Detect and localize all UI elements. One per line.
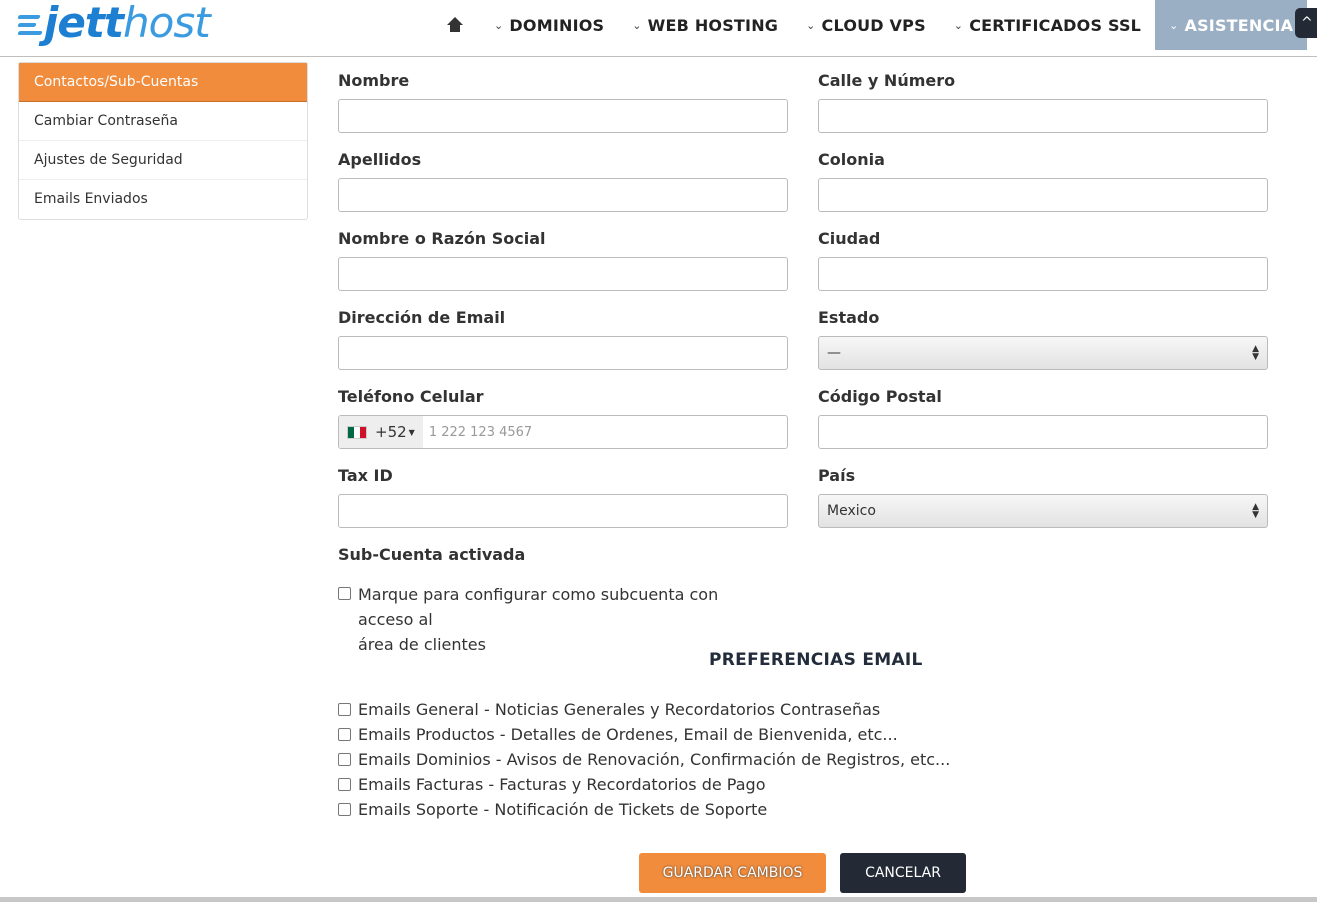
email-pref-soporte-label: Emails Soporte - Notificación de Tickets de Soporte <box>358 800 768 819</box>
codigo-postal-input[interactable] <box>818 415 1268 449</box>
nav-asistencia[interactable]: ⌄ ASISTENCIA <box>1155 0 1307 50</box>
tax-id-label: Tax ID <box>338 466 393 485</box>
estado-select[interactable] <box>818 336 1268 370</box>
pais-select[interactable] <box>818 494 1268 528</box>
nav-cloud-vps[interactable]: ⌄ CLOUD VPS <box>806 15 926 35</box>
email-pref-facturas[interactable] <box>338 775 765 794</box>
country-code-value: +52 <box>375 423 407 441</box>
pais-label: País <box>818 466 856 485</box>
email-pref-general[interactable] <box>338 700 880 719</box>
chevron-down-icon: ⌄ <box>1169 18 1179 32</box>
pais-selected-value: Mexico <box>827 503 876 519</box>
sidebar-item-contactos[interactable]: Contactos/Sub-Cuentas <box>19 63 307 102</box>
calle-input[interactable] <box>818 99 1268 133</box>
estado-label: Estado <box>818 308 880 327</box>
codigo-postal-label: Código Postal <box>818 387 942 406</box>
email-pref-dominios-label: Emails Dominios - Avisos de Renovación, Confirmación de Registros, etc... <box>358 750 951 769</box>
estado-selected-value: — <box>827 345 841 361</box>
chevron-up-icon: ^ <box>1301 15 1313 31</box>
telefono-input[interactable]: 1 222 123 4567 <box>428 424 533 440</box>
email-input[interactable] <box>338 336 788 370</box>
chevron-down-icon: ⌄ <box>953 18 964 32</box>
nav-certificados-ssl[interactable]: ⌄ CERTIFICADOS SSL <box>953 15 1142 35</box>
email-pref-soporte-checkbox[interactable] <box>338 803 351 816</box>
cancel-button[interactable]: CANCELAR <box>840 853 966 893</box>
sidebar-item-emails-enviados[interactable]: Emails Enviados <box>34 191 148 207</box>
telefono-field <box>338 415 788 449</box>
email-pref-soporte[interactable] <box>338 800 767 819</box>
telefono-label: Teléfono Celular <box>338 387 484 406</box>
email-pref-dominios[interactable] <box>338 750 950 769</box>
email-preferences-title: PREFERENCIAS EMAIL <box>709 650 923 670</box>
select-arrows-icon: ▲ ▼ <box>1252 344 1259 362</box>
email-pref-productos-label: Emails Productos - Detalles de Ordenes, Email de Bienvenida, etc... <box>358 725 898 744</box>
home-icon <box>446 17 464 33</box>
apellidos-input[interactable] <box>338 178 788 212</box>
razon-social-label: Nombre o Razón Social <box>338 229 546 248</box>
chevron-down-icon: ⌄ <box>632 18 642 32</box>
ciudad-label: Ciudad <box>818 229 881 248</box>
subcuenta-checkbox-label: Marque para configurar como subcuenta con acceso al área de clientes <box>358 585 719 654</box>
subcuenta-label: Sub-Cuenta activada <box>338 545 526 564</box>
caret-down-icon: ▼ <box>408 427 415 437</box>
save-changes-button[interactable]: GUARDAR CAMBIOS <box>639 853 826 893</box>
chevron-down-icon: ⌄ <box>494 18 504 32</box>
logo-wordmark: jetthost <box>44 0 210 47</box>
subcuenta-checkbox-row[interactable] <box>338 584 778 657</box>
chevron-down-icon: ⌄ <box>806 18 816 32</box>
site-header <box>0 0 1317 57</box>
scroll-top-button[interactable] <box>1295 8 1317 38</box>
razon-social-input[interactable] <box>338 257 788 291</box>
tax-id-input[interactable] <box>338 494 788 528</box>
colonia-label: Colonia <box>818 150 885 169</box>
nombre-label: Nombre <box>338 71 410 90</box>
logo-speed-lines-icon <box>18 15 42 35</box>
nav-home[interactable] <box>440 0 480 50</box>
nav-dominios[interactable]: ⌄ DOMINIOS <box>494 15 605 35</box>
sidebar-item-cambiar-contrasena[interactable]: Cambiar Contraseña <box>19 102 307 141</box>
mexico-flag-icon <box>347 426 367 439</box>
main-nav <box>440 0 1307 50</box>
email-pref-general-checkbox[interactable] <box>338 703 351 716</box>
sidebar-item-ajustes-seguridad[interactable]: Ajustes de Seguridad <box>19 141 307 180</box>
bottom-scrollbar-track <box>0 897 1317 902</box>
apellidos-label: Apellidos <box>338 150 422 169</box>
ciudad-input[interactable] <box>818 257 1268 291</box>
jetthost-logo[interactable] <box>18 0 210 46</box>
calle-label: Calle y Número <box>818 71 956 90</box>
nombre-input[interactable] <box>338 99 788 133</box>
account-sidebar <box>18 62 308 220</box>
email-pref-productos[interactable] <box>338 725 898 744</box>
subcuenta-checkbox[interactable] <box>338 587 351 600</box>
email-pref-productos-checkbox[interactable] <box>338 728 351 741</box>
colonia-input[interactable] <box>818 178 1268 212</box>
country-code-dropdown[interactable] <box>339 416 423 448</box>
email-pref-dominios-checkbox[interactable] <box>338 753 351 766</box>
email-label: Dirección de Email <box>338 308 506 327</box>
nav-web-hosting[interactable]: ⌄ WEB HOSTING <box>632 15 779 35</box>
email-pref-facturas-label: Emails Facturas - Facturas y Recordatorios de Pago <box>358 775 766 794</box>
select-arrows-icon: ▲ ▼ <box>1252 502 1259 520</box>
email-pref-general-label: Emails General - Noticias Generales y Recordatorios Contraseñas <box>358 700 881 719</box>
email-pref-facturas-checkbox[interactable] <box>338 778 351 791</box>
